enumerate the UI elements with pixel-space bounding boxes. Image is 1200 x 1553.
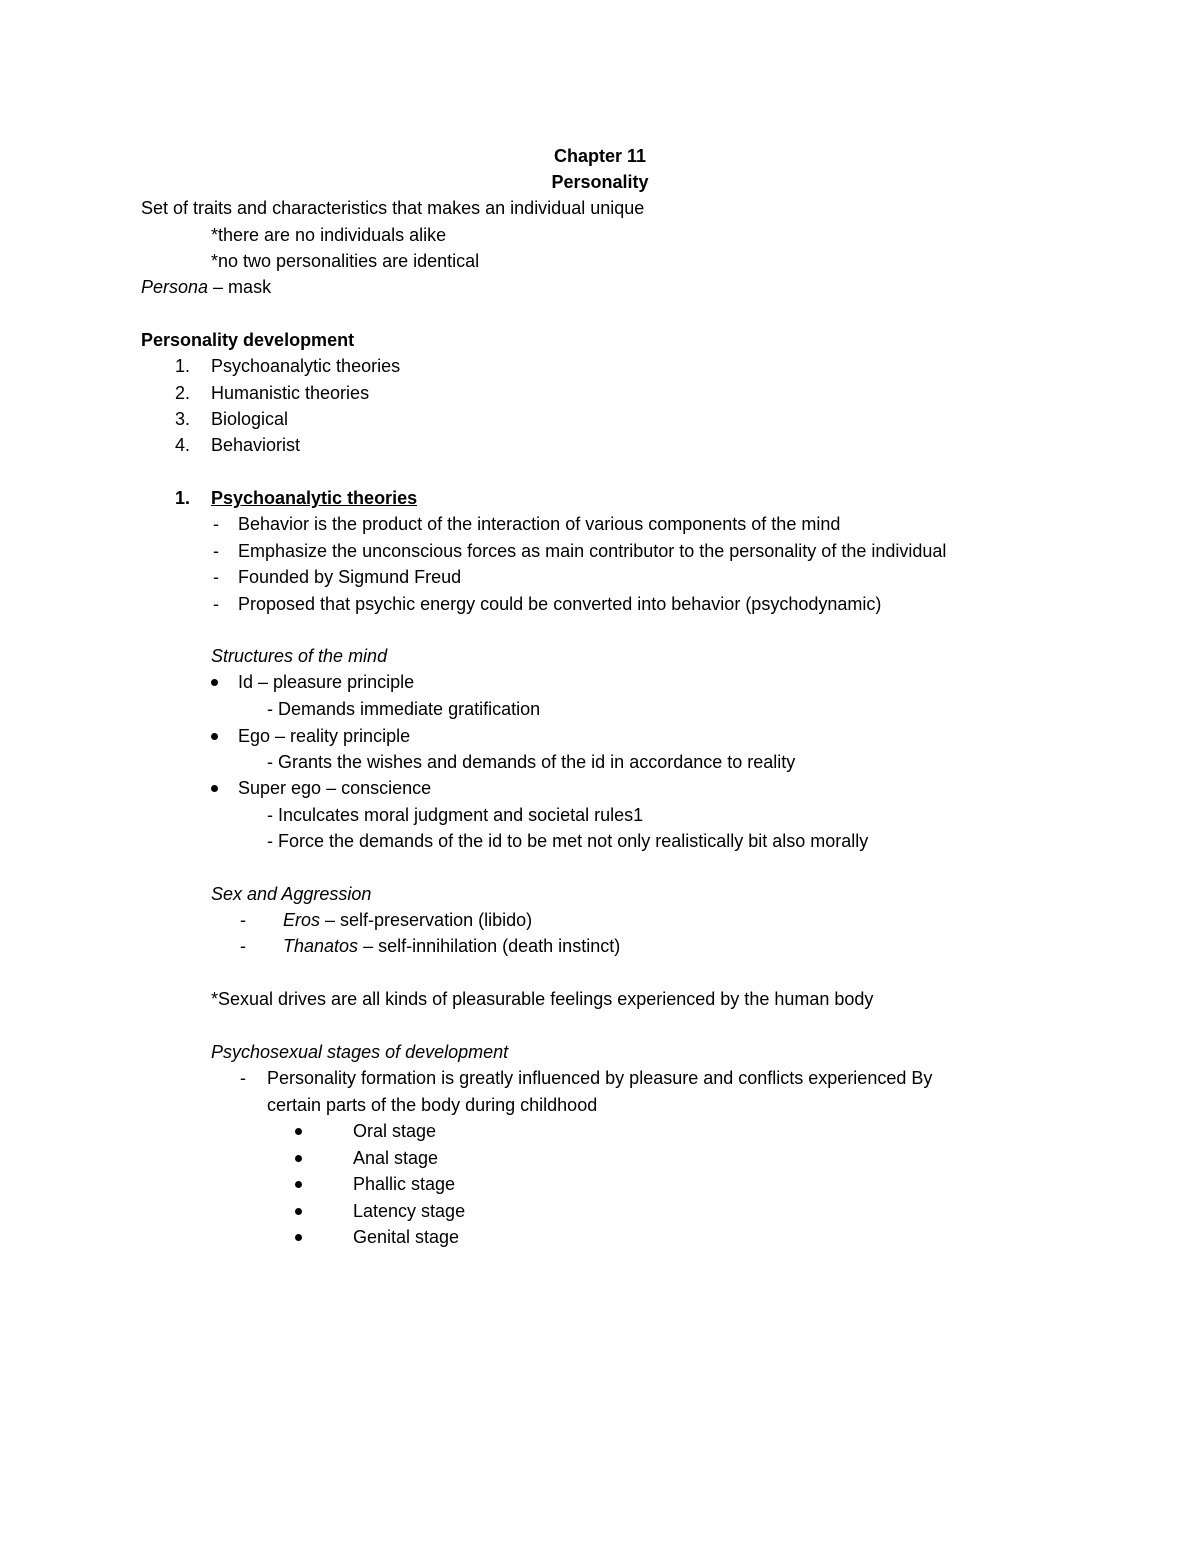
stage-item: Latency stage [353, 1201, 466, 1221]
structure-item: Super ego – conscience [238, 778, 432, 798]
psychosexual-point: Personality formation is greatly influenced by pleasure and conflicts experienced By [267, 1068, 933, 1088]
bullet-icon [295, 1128, 302, 1135]
structure-subpoint: - Grants the wishes and demands of the id in accordance to reality [267, 752, 796, 772]
dash-marker: - [240, 936, 246, 956]
structure-subpoint: - Demands immediate gratification [267, 699, 541, 719]
page-title: Chapter 11 [553, 146, 647, 166]
instinct-term: Thanatos [283, 936, 359, 956]
instinct-term: Eros [283, 910, 321, 930]
dash-marker: - [240, 1068, 246, 1088]
sex-aggression-heading: Sex and Aggression [211, 884, 372, 904]
instinct-item [283, 935, 620, 957]
dash-marker: - [213, 567, 219, 587]
persona-term: Persona [141, 277, 209, 297]
structure-subpoint: - Force the demands of the id to be met not only realistically bit also morally [267, 831, 869, 851]
bullet-icon [295, 1208, 302, 1215]
list-number: 1. [175, 356, 191, 376]
stage-item: Anal stage [353, 1148, 439, 1168]
psychoanalytic-point: Founded by Sigmund Freud [238, 567, 462, 587]
dash-marker: - [213, 541, 219, 561]
bullet-icon [211, 785, 218, 792]
bullet-icon [211, 733, 218, 740]
persona-line [141, 276, 271, 298]
structure-item: Id – pleasure principle [238, 672, 415, 692]
instinct-meaning: – self-preservation (libido) [320, 910, 533, 930]
dash-marker: - [240, 910, 246, 930]
psychosexual-point-continued: certain parts of the body during childhood [267, 1095, 598, 1115]
bullet-icon [295, 1181, 302, 1188]
psychoanalytic-point: Emphasize the unconscious forces as main contributor to the personality of the individual [238, 541, 947, 561]
stage-item: Oral stage [353, 1121, 437, 1141]
bullet-icon [211, 679, 218, 686]
psychoanalytic-heading: Psychoanalytic theories [211, 488, 418, 508]
dash-marker: - [213, 594, 219, 614]
structures-heading: Structures of the mind [211, 646, 388, 666]
instinct-item [283, 909, 532, 931]
stage-item: Phallic stage [353, 1174, 456, 1194]
list-number: 4. [175, 435, 191, 455]
dash-marker: - [213, 514, 219, 534]
psychosexual-heading: Psychosexual stages of development [211, 1042, 509, 1062]
bullet-icon [295, 1234, 302, 1241]
page-subtitle: Personality [551, 172, 649, 192]
definition-text: Set of traits and characteristics that makes an individual unique [141, 198, 645, 218]
list-number: 3. [175, 409, 191, 429]
development-item: Humanistic theories [211, 383, 370, 403]
development-item: Psychoanalytic theories [211, 356, 401, 376]
development-heading: Personality development [141, 330, 355, 350]
psychoanalytic-point: Proposed that psychic energy could be converted into behavior (psychodynamic) [238, 594, 882, 614]
structure-item: Ego – reality principle [238, 726, 411, 746]
bullet-icon [295, 1155, 302, 1162]
development-item: Biological [211, 409, 289, 429]
sexual-drives-note: *Sexual drives are all kinds of pleasurable feelings experienced by the human body [211, 989, 874, 1009]
persona-meaning: – mask [208, 277, 272, 297]
definition-note: *no two personalities are identical [211, 251, 480, 271]
structure-subpoint: - Inculcates moral judgment and societal rules1 [267, 805, 644, 825]
stage-item: Genital stage [353, 1227, 460, 1247]
development-item: Behaviorist [211, 435, 301, 455]
definition-note: *there are no individuals alike [211, 225, 447, 245]
psychoanalytic-point: Behavior is the product of the interaction of various components of the mind [238, 514, 841, 534]
section-number: 1. [175, 488, 191, 508]
list-number: 2. [175, 383, 191, 403]
instinct-meaning: – self-innihilation (death instinct) [358, 936, 621, 956]
